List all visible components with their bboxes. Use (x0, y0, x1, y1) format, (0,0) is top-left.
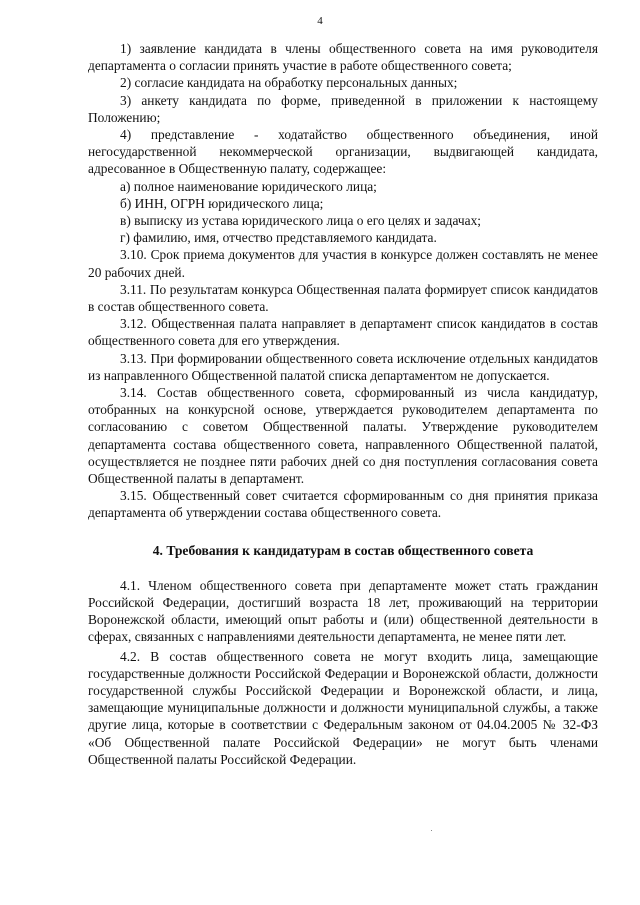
clause-3-14: 3.14. Состав общественного совета, сформированный из числа кандидатур, отобранных на конкурсной основе, утверждается руководителем департамента по согласованию с советом Общественной палаты. Утверждение руководителем департамента состава общественного совета, направленного Общественной палатой, осуществляется не позднее пяти рабочих дней со дня поступления согласования совета Общественной палаты в департамент. (88, 385, 598, 487)
scan-speck (431, 830, 432, 831)
sub-item-g: г) фамилию, имя, отчество представляемого кандидата. (120, 230, 437, 246)
sub-item-b: б) ИНН, ОГРН юридического лица; (120, 195, 324, 211)
clause-3-11: 3.11. По результатам конкурса Общественная палата формирует список кандидатов в состав общественного совета. (88, 281, 598, 315)
list-item-application: 1) заявление кандидата в члены общественного совета на имя руководителя департамента о согласии принять участие в работе общественного совета; (88, 41, 598, 74)
sub-item-a: а) полное наименование юридического лица; (120, 178, 377, 194)
list-item-questionnaire: 3) анкету кандидата по форме, приведенной в приложении к настоящему Положению; (88, 92, 598, 125)
clause-4-2: 4.2. В состав общественного совета не могут входить лица, замещающие государственные должности Российской Федерации и Воронежской области, должности государственной службы Российской Федерации и Воронежской области, и лица, замещающие муниципальные должности и должности муниципальной службы, а также другие лица, которые в соответствии с Федеральным законом от 04.04.2005 № 32-ФЗ «Об Общественной палате Российской Федерации» не могут быть членами Общественной палаты Российской Федерации. (88, 648, 598, 767)
document-body (88, 40, 598, 768)
sub-item-v: в) выписку из устава юридического лица о его целях и задачах; (120, 213, 481, 229)
list-item-consent: 2) согласие кандидата на обработку персональных данных; (120, 75, 458, 91)
section-heading: 4. Требования к кандидатурам в состав общественного совета (152, 542, 534, 558)
clause-3-12: 3.12. Общественная палата направляет в департамент список кандидатов в состав общественного совета для его утверждения. (88, 316, 598, 349)
clause-4-1: 4.1. Членом общественного совета при департаменте может стать гражданин Российской Федерации, достигший возраста 18 лет, проживающий на территории Воронежской области, имеющий опыт работы и (или) общественной деятельности в сферах, связанных с направлениями деятельности департамента, не менее пяти лет. (88, 577, 598, 645)
list-item-petition: 4) представление - ходатайство общественного объединения, иной негосударственной некоммерческой организации, выдвигающей кандидата, адресованное в Общественную палату, содержащее: (88, 127, 598, 177)
clause-3-10: 3.10. Срок приема документов для участия в конкурсе должен составлять не менее 20 рабочих дней. (88, 247, 598, 280)
clause-3-13: 3.13. При формировании общественного совета исключение отдельных кандидатов из направленного Общественной палатой списка департаментом не допускается. (88, 350, 598, 383)
clause-3-15: 3.15. Общественный совет считается сформированным со дня принятия приказа департамента об утверждении состава общественного совета. (88, 488, 598, 521)
page-number: 4 (317, 15, 323, 27)
